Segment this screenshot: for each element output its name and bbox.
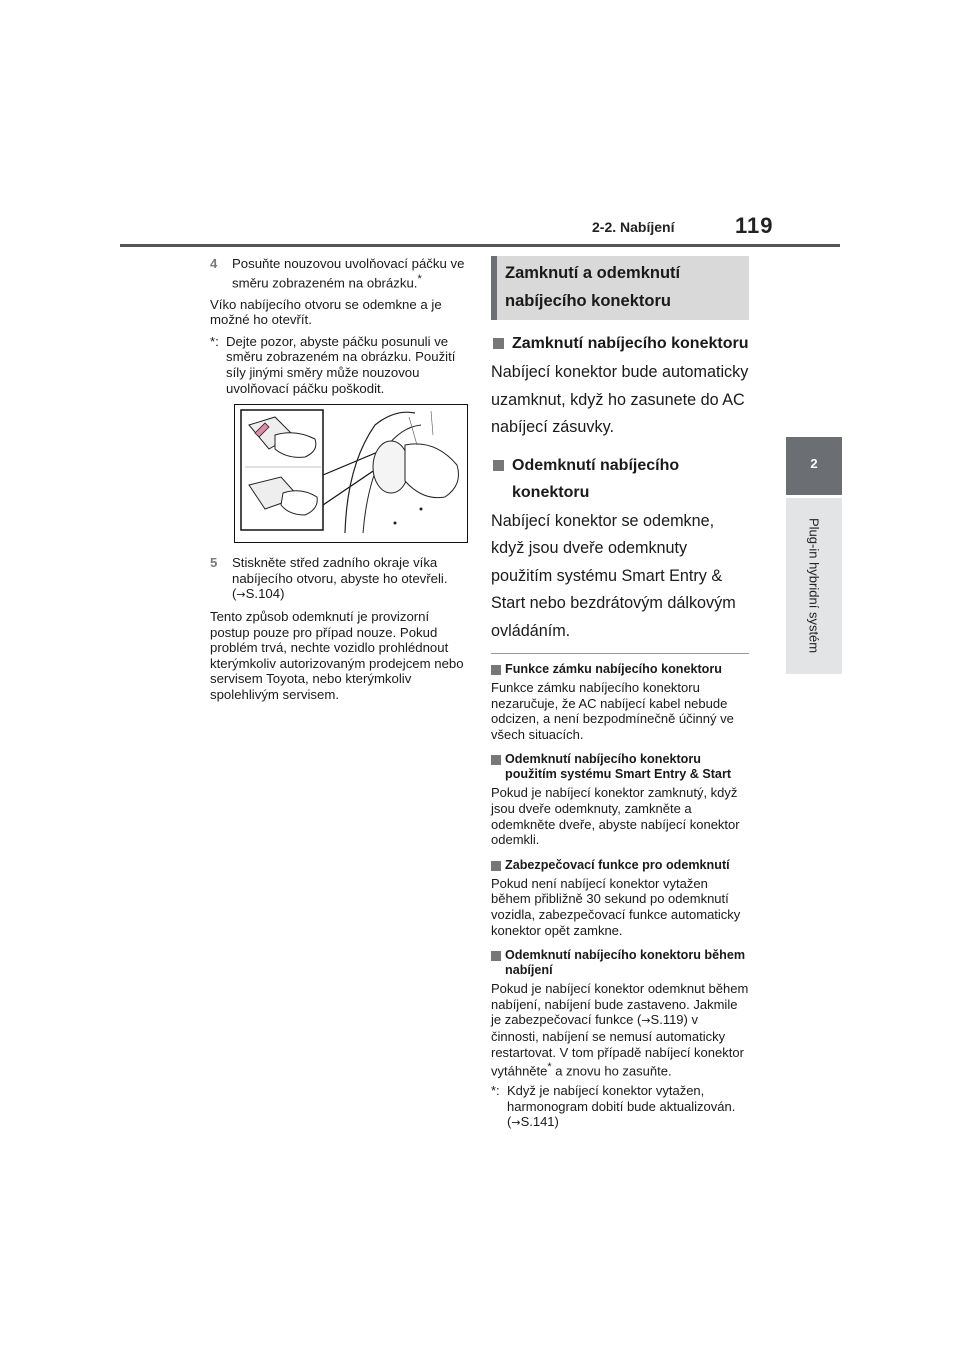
square-bullet-icon xyxy=(491,665,501,675)
square-bullet-icon xyxy=(491,755,501,765)
step-number: 4 xyxy=(210,256,218,271)
illustration-drawing xyxy=(235,405,467,542)
subheading-text: Funkce zámku nabíjecího konektoru xyxy=(505,662,722,676)
paragraph: Pokud je nabíjecí konektor zamknutý, když jsou dveře odemknuty, zamkněte a odemkněte dveře, abyste nabíjecí konektor odemkli. xyxy=(491,785,740,848)
footnote-mark: *: xyxy=(491,1083,500,1099)
ref-arrow-icon: → xyxy=(236,588,246,602)
chapter-label-wrap xyxy=(786,498,842,674)
subheading xyxy=(491,752,749,782)
text-part: a znovu ho zasuňte. xyxy=(551,1063,672,1079)
ref-arrow-icon: → xyxy=(511,1116,521,1130)
footnote xyxy=(210,334,466,396)
footnote xyxy=(491,1083,749,1131)
subheading xyxy=(491,662,749,677)
divider xyxy=(491,653,749,654)
text-part: ) v činnosti, nabíjení se nemusí automaticky restartovat. V tom případě nabíjecí konektor vytáhněte xyxy=(491,1012,744,1079)
step-4-text: Posuňte nouzovou uvolňovací páčku ve směru zobrazeném na obrázku. xyxy=(232,256,465,290)
subheading xyxy=(491,948,749,978)
paragraph: Pokud není nabíjecí konektor vytažen během přibližně 30 sekund po odemknutí vozidla, zabezpečovací funkce automaticky konektor opět zamkne. xyxy=(491,875,741,938)
step-5-text: Stiskněte střed zadního okraje víka nabíjecího otvoru, abyste ho otevřeli. xyxy=(232,555,448,586)
step-number: 5 xyxy=(210,555,218,571)
chapter-number: 2 xyxy=(810,456,818,471)
step-4 xyxy=(210,256,466,291)
subheading-text: Odemknutí nabíjecího konektoru během nabíjení xyxy=(505,948,746,978)
chapter-label: Plug-in hybridní systém xyxy=(806,518,822,654)
hand-shape-3 xyxy=(405,444,459,498)
section-banner: Zamknutí a odemknutí nabíjecího konektoru xyxy=(491,256,749,320)
heading-lock xyxy=(491,330,749,357)
footnote-mark: * xyxy=(547,1061,552,1074)
footnote-mark: * xyxy=(417,272,422,285)
right-column xyxy=(491,256,749,1131)
paragraph xyxy=(491,981,749,1079)
footnote-text xyxy=(507,1083,749,1131)
square-bullet-icon xyxy=(491,951,501,961)
subheading xyxy=(491,858,749,873)
page-number: 119 xyxy=(735,213,774,238)
page-reference[interactable]: S.119 xyxy=(650,1012,684,1028)
hand-shape xyxy=(275,433,316,458)
ref-arrow-icon: → xyxy=(641,1014,651,1028)
illustration-charging-lid-release xyxy=(234,404,468,543)
footnote-mark: *: xyxy=(210,333,219,349)
paragraph-lock: Nabíjecí konektor bude automaticky uzamknut, když ho zasunete do AC nabíjecí zásuvky. xyxy=(491,363,749,436)
subheading-text: Odemknutí nabíjecího konektoru použitím systému Smart Entry & Start xyxy=(505,752,732,782)
left-column xyxy=(210,256,466,708)
paragraph-unlock: Nabíjecí konektor se odemkne, když jsou dveře odemknuty použitím systému Smart Entry & Start nebo bezdrátovým dálkovým ovládáním. xyxy=(491,511,736,640)
paragraph: Víko nabíjecího otvoru se odemkne a je možné ho otevřít. xyxy=(210,296,442,328)
text-part: ) xyxy=(554,1114,559,1130)
square-bullet-icon xyxy=(491,861,501,871)
footnote-text: Dejte pozor, abyste páčku posunuli ve směru zobrazeném na obrázku. Použití síly jinými směry může nouzovou uvolňovací páčku poškodit. xyxy=(226,333,456,396)
section-title: 2-2. Nabíjení xyxy=(592,219,675,235)
paragraph: Funkce zámku nabíjecího konektoru nezaručuje, že AC nabíjecí kabel nebude odcizen, a není bezpodmínečně účinný ve všech situacích. xyxy=(491,680,734,742)
paragraph: Tento způsob odemknutí je provizorní postup pouze pro případ nouze. Pokud problém trvá, nechte vozidlo prohlédnout kterýmkoliv autorizovaným prodejcem nebo servisem Toyota, nebo kterýmkoliv spolehlivým servisem. xyxy=(210,608,464,702)
text-part: Když je nabíjecí konektor vytažen, harmonogram dobití bude aktualizován. ( xyxy=(507,1083,736,1130)
header-rule xyxy=(120,244,840,247)
subheading-text: Zabezpečovací funkce pro odemknutí xyxy=(505,857,730,872)
step-text xyxy=(232,256,466,291)
heading-lock-text: Zamknutí nabíjecího konektoru xyxy=(512,335,749,352)
charging-port-shape xyxy=(373,441,409,493)
square-bullet-icon xyxy=(493,338,504,349)
step-text: Stiskněte střed zadního okraje víka nabíjecího otvoru, abyste ho otevřeli. (→S.104) xyxy=(232,555,448,602)
heading-unlock-text: Odemknutí nabíjecího konektoru xyxy=(512,456,680,501)
text-part: Pokud je nabíjecí konektor odemknut během nabíjení, nabíjení bude zastaveno. Jakmile je zabezpečovací funkce ( xyxy=(491,981,749,1028)
square-bullet-icon xyxy=(493,460,504,471)
heading-unlock xyxy=(491,452,749,506)
step-5 xyxy=(210,555,466,603)
page-reference[interactable]: S.141 xyxy=(520,1114,555,1130)
page-reference[interactable]: S.104 xyxy=(245,586,281,602)
